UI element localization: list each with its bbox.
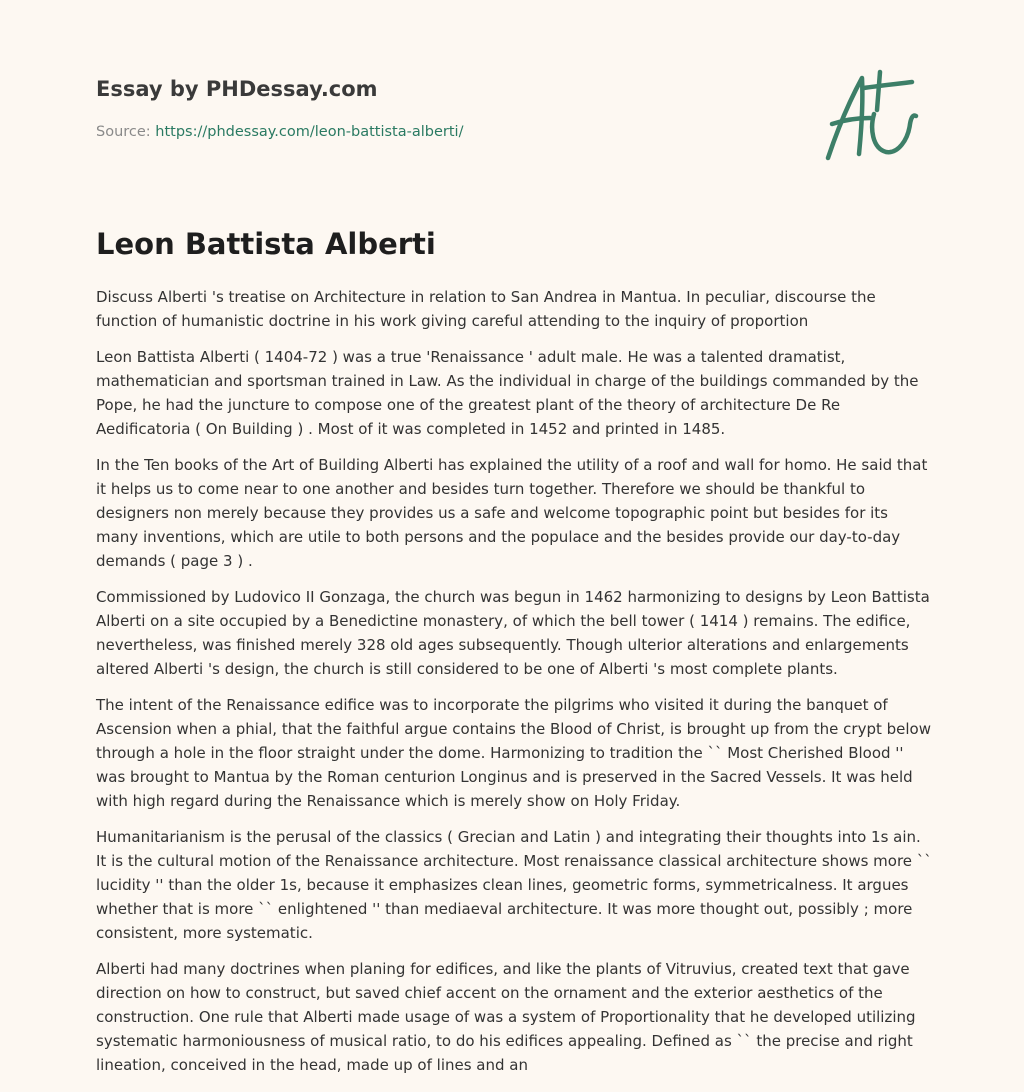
page-header <box>96 74 796 142</box>
essay-title: Leon Battista Alberti <box>96 227 436 261</box>
essay-paragraph: In the Ten books of the Art of Building Alberti has explained the utility of a roof and wall for homo. He said that it helps us to come near to one another and besides turn together. Therefore we should be thankful to designers non merely because they provides us a safe and welcome topographic point but besides for its many inventions, which are utile to both persons and the populace and the besides provide our day-to-day demands ( page 3 ) . <box>96 456 928 570</box>
essay-body <box>96 285 932 1089</box>
site-brand: Essay by PHDessay.com <box>96 77 378 101</box>
essay-paragraph: Humanitarianism is the perusal of the classics ( Grecian and Latin ) and integrating their thoughts into 1s ain. It is the cultural motion of the Renaissance architecture. Most renaissance classical architecture shows more `` lucidity '' than the older 1s, because it emphasizes clean lines, geometric forms, symmetricalness. It argues whether that is more `` enlightened '' than mediaeval architecture. It was more thought out, possibly ; more consistent, more systematic. <box>96 828 932 942</box>
essay-paragraph: Commissioned by Ludovico II Gonzaga, the church was begun in 1462 harmonizing to designs by Leon Battista Alberti on a site occupied by a Benedictine monastery, of which the bell tower ( 1414 ) remains. The edifice, nevertheless, was finished merely 328 old ages subsequently. Though ulterior alterations and enlargements altered Alberti 's design, the church is still considered to be one of Alberti 's most complete plants. <box>96 588 930 678</box>
source-label: Source: <box>96 124 151 140</box>
essay-paragraph: Discuss Alberti 's treatise on Architecture in relation to San Andrea in Mantua. In peculiar, discourse the function of humanistic doctrine in his work giving careful attending to the inquiry of proportion <box>96 288 876 330</box>
essay-paragraph: Alberti had many doctrines when planing for edifices, and like the plants of Vitruvius, created text that gave direction on how to construct, but saved chief accent on the ornament and the exterior aesthetics of the construction. One rule that Alberti made usage of was a system of Proportionality that he developed utilizing systematic harmoniousness of musical ratio, to do his edifices appealing. Defined as `` the precise and right lineation, conceived in the head, made up of lines and an <box>96 960 916 1074</box>
source-line <box>96 122 796 142</box>
essay-paragraph: The intent of the Renaissance edifice was to incorporate the pilgrims who visited it during the banquet of Ascension when a phial, that the faithful argue contains the Blood of Christ, is brought up from the crypt below through a hole in the floor straight under the dome. Harmonizing to tradition the `` Most Cherished Blood '' was brought to Mantua by the Roman centurion Longinus and is preserved in the Sacred Vessels. It was held with high regard during the Renaissance which is merely show on Holy Friday. <box>96 696 931 810</box>
a-plus-grade-logo-icon <box>818 66 930 168</box>
source-link[interactable]: https://phdessay.com/leon-battista-alberti/ <box>155 124 464 140</box>
essay-paragraph: Leon Battista Alberti ( 1404-72 ) was a true 'Renaissance ' adult male. He was a talented dramatist, mathematician and sportsman trained in Law. As the individual in charge of the buildings commanded by the Pope, he had the juncture to compose one of the greatest plant of the theory of architecture De Re Aedificatoria ( On Building ) . Most of it was completed in 1452 and printed in 1485. <box>96 348 919 438</box>
